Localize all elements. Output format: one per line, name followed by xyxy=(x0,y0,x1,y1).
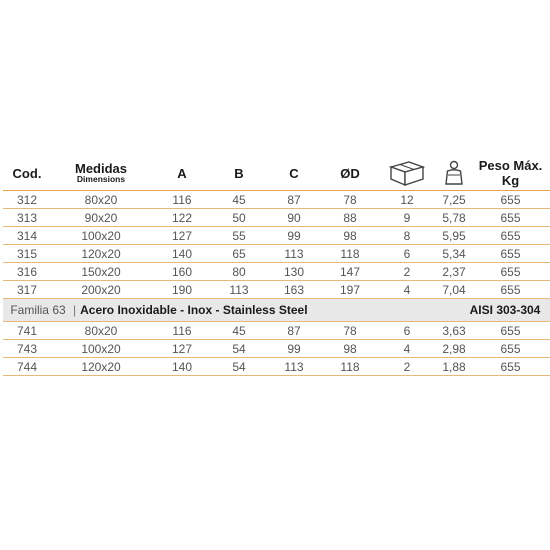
family-row xyxy=(3,299,550,322)
cell-c: 130 xyxy=(283,264,305,279)
table-row xyxy=(3,340,550,358)
cell-cod: 317 xyxy=(16,282,38,297)
cell-medidas: 200x20 xyxy=(81,282,121,297)
cell-b: 54 xyxy=(232,359,246,374)
cell-d: 98 xyxy=(343,228,357,243)
cell-weight: 3,63 xyxy=(442,323,466,338)
cell-weight: 5,34 xyxy=(442,246,466,261)
cell-cod: 312 xyxy=(16,192,38,207)
family-title: Acero Inoxidable - Inox - Stainless Steel xyxy=(80,303,308,317)
cell-d: 197 xyxy=(339,282,361,297)
cell-a: 116 xyxy=(172,192,192,207)
cell-a: 122 xyxy=(171,210,193,225)
cell-boxes: 2 xyxy=(403,264,411,279)
header-cod: Cod. xyxy=(12,165,42,181)
cell-medidas: 80x20 xyxy=(84,323,118,338)
cell-boxes: 8 xyxy=(403,228,411,243)
cell-cod: 314 xyxy=(16,228,38,243)
cell-c: 163 xyxy=(283,282,305,297)
cell-medidas: 100x20 xyxy=(81,228,121,243)
cell-medidas: 80x20 xyxy=(84,192,118,207)
header-dimensions-label: Dimensions xyxy=(76,174,126,185)
cell-b: 113 xyxy=(229,282,249,297)
cell-peso: 655 xyxy=(500,192,521,207)
family-aisi: AISI 303-304 xyxy=(469,303,541,317)
table-row xyxy=(3,209,550,227)
cell-peso: 655 xyxy=(500,282,521,297)
cell-d: 88 xyxy=(343,210,357,225)
header-a: A xyxy=(177,165,187,181)
cell-boxes: 2 xyxy=(403,359,411,374)
cell-peso: 655 xyxy=(500,210,521,225)
cell-b: 80 xyxy=(232,264,246,279)
family-separator: | xyxy=(73,303,77,317)
cell-boxes: 6 xyxy=(403,323,411,338)
table-header xyxy=(3,156,550,191)
cell-b: 45 xyxy=(232,323,246,338)
family-label: Familia 63 xyxy=(10,303,66,317)
table-row xyxy=(3,191,550,209)
cell-b: 65 xyxy=(232,246,246,261)
cell-a: 127 xyxy=(171,341,193,356)
cell-c: 99 xyxy=(287,228,301,243)
cell-weight: 5,78 xyxy=(442,210,466,225)
table-row xyxy=(3,245,550,263)
box-icon xyxy=(377,158,437,188)
header-medidas-label: Medidas xyxy=(74,160,127,176)
cell-boxes: 4 xyxy=(403,282,411,297)
cell-boxes: 12 xyxy=(400,192,414,207)
cell-a: 116 xyxy=(172,323,192,338)
cell-a: 190 xyxy=(171,282,193,297)
cell-cod: 741 xyxy=(16,323,38,338)
cell-boxes: 9 xyxy=(403,210,411,225)
cell-c: 113 xyxy=(284,246,304,261)
cell-b: 54 xyxy=(232,341,246,356)
cell-b: 45 xyxy=(232,192,246,207)
cell-cod: 743 xyxy=(16,341,38,356)
rows-group-b xyxy=(3,322,550,376)
cell-cod: 316 xyxy=(16,264,38,279)
cell-weight: 2,98 xyxy=(442,341,466,356)
header-medidas xyxy=(51,162,151,185)
cell-peso: 655 xyxy=(500,264,521,279)
weight-icon xyxy=(437,160,471,186)
cell-c: 87 xyxy=(287,323,301,338)
cell-a: 160 xyxy=(171,264,193,279)
table-row xyxy=(3,322,550,340)
header-d: ØD xyxy=(340,165,360,181)
cell-d: 78 xyxy=(343,192,357,207)
cell-weight: 2,37 xyxy=(442,264,466,279)
cell-cod: 315 xyxy=(16,246,38,261)
cell-a: 140 xyxy=(171,359,193,374)
cell-boxes: 6 xyxy=(403,246,411,261)
cell-b: 50 xyxy=(232,210,246,225)
cell-medidas: 90x20 xyxy=(84,210,118,225)
cell-d: 147 xyxy=(339,264,361,279)
cell-d: 98 xyxy=(343,341,357,356)
cell-weight: 7,25 xyxy=(442,192,466,207)
cell-a: 127 xyxy=(171,228,193,243)
cell-c: 87 xyxy=(287,192,301,207)
cell-medidas: 120x20 xyxy=(81,246,121,261)
header-c: C xyxy=(289,165,299,181)
cell-peso: 655 xyxy=(500,323,521,338)
cell-d: 118 xyxy=(340,246,360,261)
cell-d: 78 xyxy=(343,323,357,338)
header-peso: Peso Máx. Kg xyxy=(478,158,543,188)
cell-medidas: 120x20 xyxy=(81,359,121,374)
cell-peso: 655 xyxy=(500,228,521,243)
table-row xyxy=(3,281,550,299)
cell-c: 99 xyxy=(287,341,301,356)
table-row xyxy=(3,263,550,281)
cell-d: 118 xyxy=(340,359,360,374)
table-row xyxy=(3,358,550,376)
cell-peso: 655 xyxy=(500,359,521,374)
product-table xyxy=(3,156,550,376)
cell-c: 113 xyxy=(284,359,304,374)
cell-a: 140 xyxy=(171,246,193,261)
cell-medidas: 150x20 xyxy=(81,264,121,279)
cell-weight: 5,95 xyxy=(442,228,466,243)
cell-weight: 7,04 xyxy=(442,282,466,297)
cell-cod: 744 xyxy=(16,359,38,374)
cell-peso: 655 xyxy=(500,341,521,356)
table-row xyxy=(3,227,550,245)
cell-c: 90 xyxy=(287,210,301,225)
cell-weight: 1,88 xyxy=(442,359,466,374)
cell-peso: 655 xyxy=(500,246,521,261)
cell-b: 55 xyxy=(232,228,246,243)
cell-boxes: 4 xyxy=(403,341,411,356)
header-b: B xyxy=(234,165,244,181)
cell-cod: 313 xyxy=(16,210,38,225)
rows-group-a xyxy=(3,191,550,299)
cell-medidas: 100x20 xyxy=(81,341,121,356)
